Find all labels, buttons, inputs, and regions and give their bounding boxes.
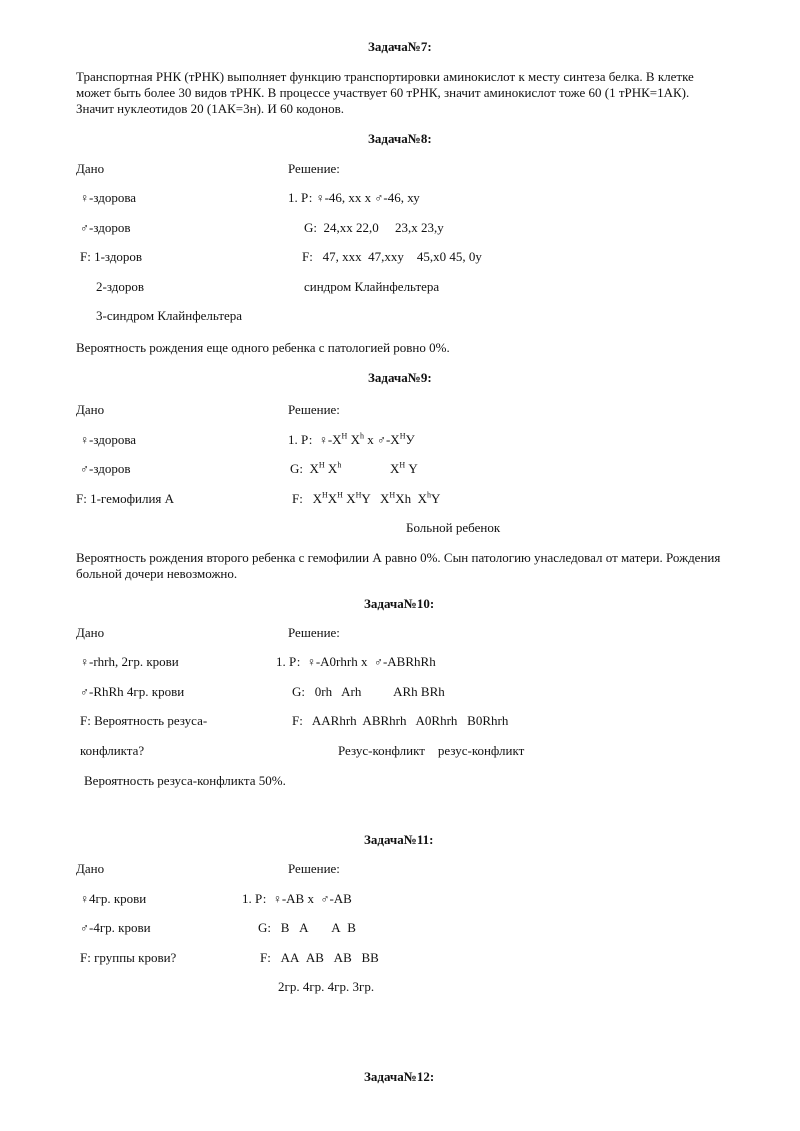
task11-gametes: G: В А А В (258, 920, 356, 935)
task9-dano: Дано (76, 402, 105, 417)
task8-given-f1: F: 1-здоров (80, 249, 143, 264)
task11-dano: Дано (76, 861, 105, 876)
task7-title: Задача№7: (368, 39, 432, 54)
task10-given-f2: конфликта? (80, 743, 145, 758)
task8-title: Задача№8: (368, 131, 432, 146)
task8-cross: 1. Р: ♀-46, хх х ♂-46, ху (288, 190, 420, 205)
female-icon: ♀ (80, 655, 89, 669)
task10-dano: Дано (76, 625, 105, 640)
task9-gametes-male: $Х^Н$ Y (390, 460, 418, 476)
task9-given-male: ♂-здоров (80, 461, 131, 476)
task10-given-male: ♂-RhRh 4гр. крови (80, 684, 185, 699)
male-icon: ♂ (80, 462, 89, 476)
task11-title: Задача№11: (364, 832, 434, 847)
task9-sick-child: Больной ребенок (406, 520, 501, 535)
female-icon: ♀ (318, 433, 328, 447)
task9-reshenie: Решение: (288, 402, 340, 417)
task9-given-f1: F: 1-гемофилия А (76, 491, 175, 506)
male-icon: ♂ (80, 221, 89, 235)
task10-rh-conflict: Резус-конфликт резус-конфликт (338, 743, 525, 758)
female-icon: ♀ (80, 433, 89, 447)
task8-given-male: ♂-здоров (80, 220, 131, 235)
task9-given-female: ♀-здорова (80, 432, 137, 447)
female-icon: ♀ (80, 191, 89, 205)
task10-conclusion: Вероятность резуса-конфликта 50%. (84, 773, 286, 788)
female-icon: ♀ (306, 655, 316, 669)
task11-given-f1: F: группы крови? (80, 950, 177, 965)
male-icon: ♂ (373, 655, 383, 669)
task11-cross: 1. Р: ♀-АВ х ♂-АВ (242, 891, 352, 906)
task7-text: Транспортная РНК (тРНК) выполняет функцию транспортировки аминокислот к месту синтеза белка. В клетке может быть более 30 видов тРНК. В процессе участвует 60 тРНК, значит аминокислот тоже 60 (1 тРНК=1АК). Значит нуклеотидов 20 (1АК=3н). И 60 кодонов. (76, 69, 694, 116)
task8-offspring: F: 47, ххх 47,ххy 45,х0 45, 0у (302, 249, 482, 264)
male-icon: ♂ (376, 433, 386, 447)
male-icon: ♂ (320, 892, 330, 906)
task8-given-female: ♀-здорова (80, 190, 137, 205)
task8-given-f3: 3-синдром Клайнфельтера (96, 308, 243, 323)
task12-title: Задача№12: (364, 1069, 435, 1084)
task10-offspring: F: AARhrh ABRhrh A0Rhrh B0Rhrh (292, 713, 509, 728)
task9-conclusion: Вероятность рождения второго ребенка с гемофилии А равно 0%. Сын патологию унаследовал от матери. Рождения больной дочери невозможно. (76, 550, 721, 581)
female-icon: ♀ (272, 892, 282, 906)
task9-gametes: G: $Х^Н$ $Х^h$ (290, 460, 342, 476)
task11-offspring: F: АА АВ АВ ВВ (260, 950, 379, 965)
task9-offspring: F: $Х^НХ^Н$ $Х^НY$ $Х^НХh$ $Х^hY$ (292, 490, 441, 506)
task10-cross: 1. Р: ♀-А0rhrh х ♂-ABRhRh (276, 654, 436, 669)
task10-title: Задача№10: (364, 596, 435, 611)
task11-reshenie: Решение: (288, 861, 340, 876)
male-icon: ♂ (80, 685, 89, 699)
male-icon: ♂ (80, 921, 89, 935)
task10-given-female: ♀-rhrh, 2гр. крови (80, 654, 179, 669)
task11-given-male: ♂-4гр. крови (80, 920, 151, 935)
task8-given-f2: 2-здоров (96, 279, 144, 294)
task8-gametes: G: 24,хх 22,0 23,х 23,у (304, 220, 444, 235)
task11-blood-groups: 2гр. 4гр. 4гр. 3гр. (278, 979, 375, 994)
task8-conclusion: Вероятность рождения еще одного ребенка с патологией ровно 0%. (76, 340, 450, 355)
task10-gametes: G: 0rh Arh ARh BRh (292, 684, 445, 699)
female-icon: ♀ (315, 191, 325, 205)
task8-dano: Дано (76, 161, 105, 176)
task10-reshenie: Решение: (288, 625, 340, 640)
task9-title: Задача№9: (368, 370, 432, 385)
female-icon: ♀ (80, 892, 89, 906)
task11-given-female: ♀4гр. крови (80, 891, 147, 906)
task8-reshenie: Решение: (288, 161, 340, 176)
male-icon: ♂ (374, 191, 384, 205)
task8-syndrome: синдром Клайнфельтера (304, 279, 440, 294)
task10-given-f1: F: Вероятность резуса- (80, 713, 208, 728)
task9-cross: 1. Р: $♀-Х^Н$ $Х^h$ х $♂-Х^НУ$ (288, 431, 415, 447)
